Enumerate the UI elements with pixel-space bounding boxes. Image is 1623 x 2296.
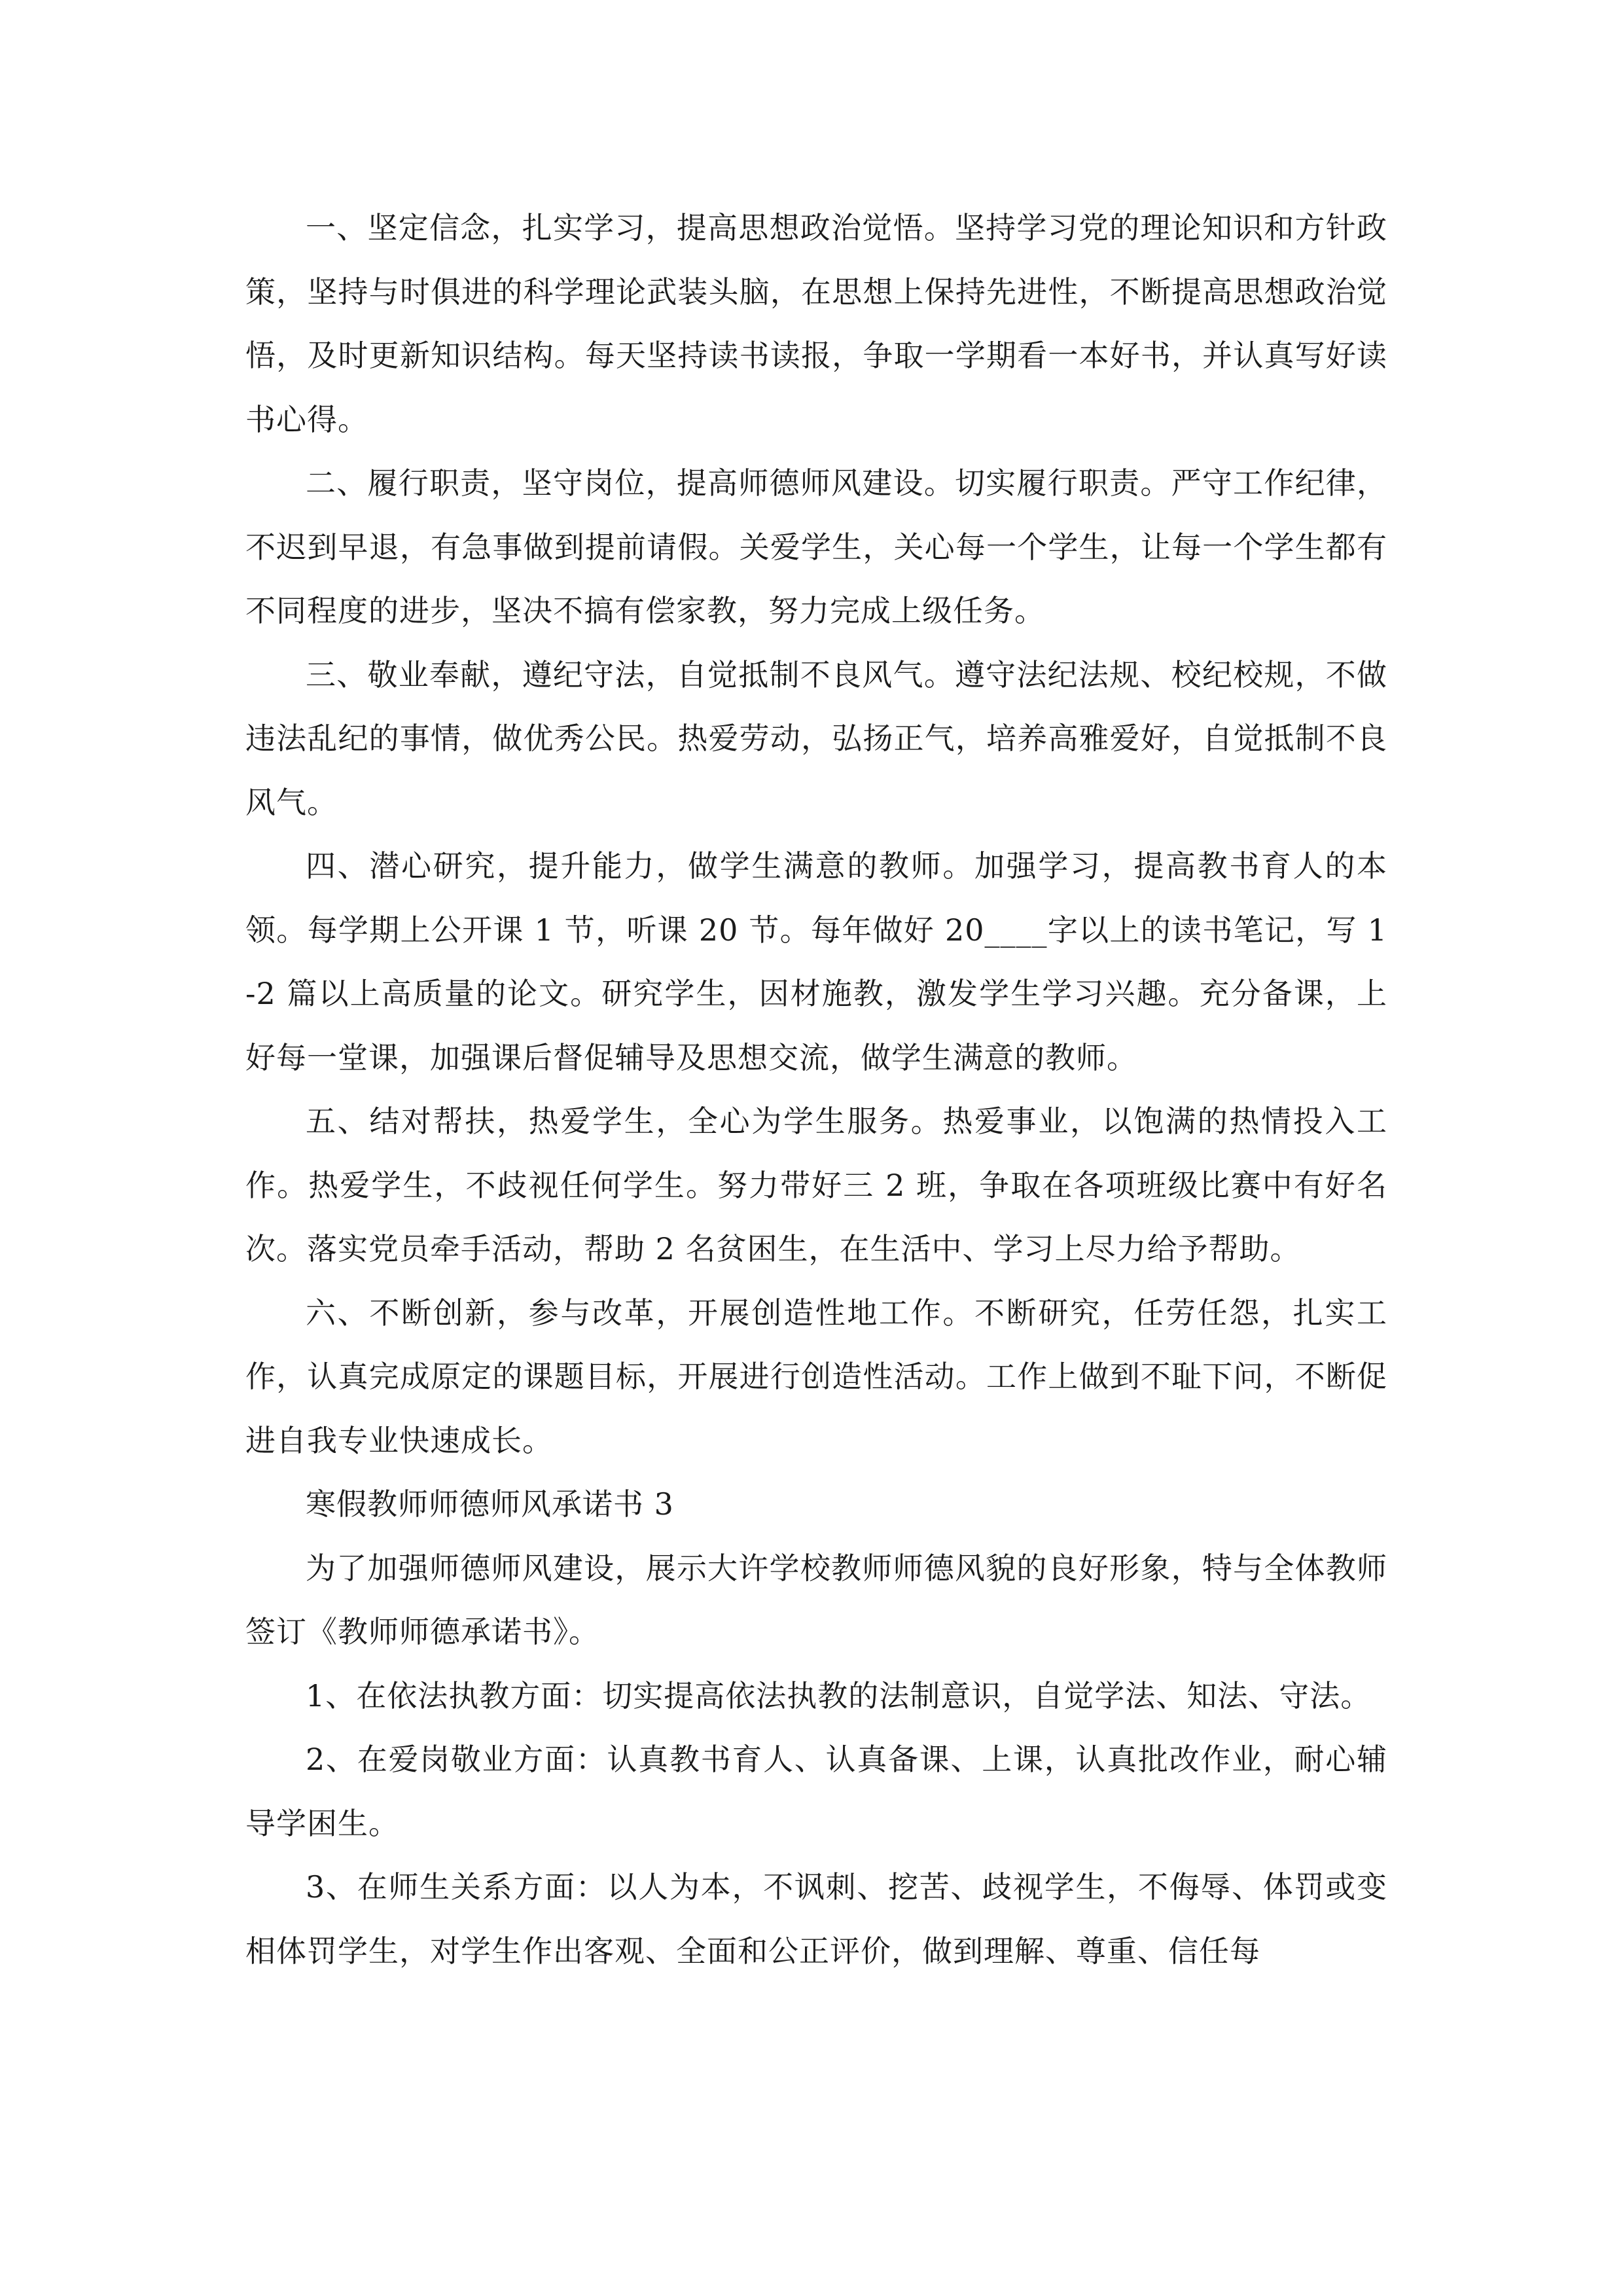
paragraph-4: 四、潜心研究，提升能力，做学生满意的教师。加强学习，提高教书育人的本领。每学期上公开课 1 节，听课 20 节。每年做好 20____字以上的读书笔记，写 1-2 篇以上高质量的论文。研究学生，因材施教，激发学生学习兴趣。充分备课，上好每一堂课，加强课后督促辅导及思想交流，做学生满意的教师。	[245, 848, 1387, 1075]
paragraph-3: 三、敬业奉献，遵纪守法，自觉抵制不良风气。遵守法纪法规、校纪校规，不做违法乱纪的事情，做优秀公民。热爱劳动，弘扬正气，培养高雅爱好，自觉抵制不良风气。	[245, 656, 1387, 820]
paragraph-5: 五、结对帮扶，热爱学生，全心为学生服务。热爱事业，以饱满的热情投入工作。热爱学生，不歧视任何学生。努力带好三 2 班，争取在各项班级比赛中有好名次。落实党员牵手活动，帮助 2 名贫困生，在生活中、学习上尽力给予帮助。	[245, 1103, 1387, 1266]
document-body	[245, 196, 1387, 1983]
paragraph-6: 六、不断创新，参与改革，开展创造性地工作。不断研究，任劳任怨，扎实工作，认真完成原定的课题目标，开展进行创造性活动。工作上做到不耻下问，不断促进自我专业快速成长。	[245, 1295, 1387, 1458]
paragraph-7: 为了加强师德师风建设，展示大许学校教师师德风貌的良好形象，特与全体教师签订《教师师德承诺书》。	[245, 1550, 1387, 1649]
paragraph-9: 2、在爱岗敬业方面：认真教书育人、认真备课、上课，认真批改作业，耐心辅导学困生。	[245, 1742, 1387, 1841]
paragraph-1: 一、坚定信念，扎实学习，提高思想政治觉悟。坚持学习党的理论知识和方针政策，坚持与时俱进的科学理论武装头脑，在思想上保持先进性，不断提高思想政治觉悟，及时更新知识结构。每天坚持读书读报，争取一学期看一本好书，并认真写好读书心得。	[245, 210, 1387, 437]
paragraph-10: 3、在师生关系方面：以人为本，不讽刺、挖苦、歧视学生，不侮辱、体罚或变相体罚学生，对学生作出客观、全面和公正评价，做到理解、尊重、信任每	[245, 1869, 1387, 1969]
paragraph-2: 二、履行职责，坚守岗位，提高师德师风建设。切实履行职责。严守工作纪律，不迟到早退，有急事做到提前请假。关爱学生，关心每一个学生，让每一个学生都有不同程度的进步，坚决不搞有偿家教，努力完成上级任务。	[245, 465, 1387, 628]
section-title: 寒假教师师德师风承诺书 3	[306, 1486, 674, 1522]
paragraph-8: 1、在依法执教方面：切实提高依法执教的法制意识，自觉学法、知法、守法。	[306, 1677, 1372, 1713]
